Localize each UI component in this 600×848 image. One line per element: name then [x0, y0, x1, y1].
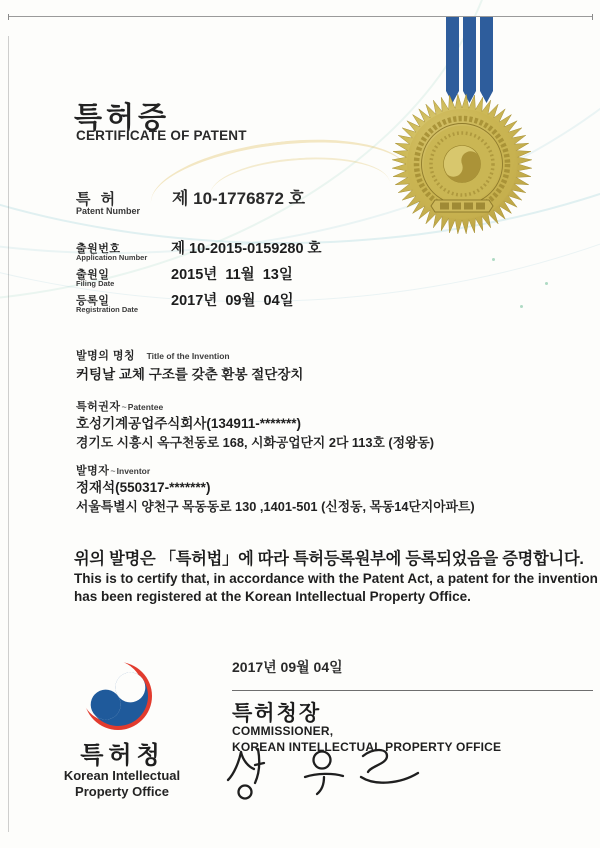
- invention-title-value: 커팅날 교체 구조를 갖춘 환봉 절단장치: [76, 367, 304, 382]
- scan-edge-line: [8, 36, 9, 832]
- certificate-title-en: CERTIFICATE OF PATENT: [76, 128, 247, 143]
- signature-divider-line: [232, 690, 593, 691]
- inventor-address: 서울특별시 양천구 목동동로 130 ,1401-501 (신정동, 목동14단지아파트): [76, 499, 475, 514]
- inventor-name: 정재석(550317-*******): [76, 480, 211, 495]
- application-number-value: 제 10-2015-0159280 호: [171, 241, 322, 257]
- registration-date-label-ko: 등록일: [76, 295, 110, 307]
- statement-korean: 위의 발명은 「특허법」에 따라 특허등록원부에 등록되었음을 증명합니다.: [74, 550, 584, 568]
- speckle: [545, 282, 548, 285]
- office-name-ko: 특허청: [80, 742, 165, 769]
- commissioner-title-en2: KOREAN INTELLECTUAL PROPERTY OFFICE: [232, 740, 502, 754]
- patentee-address: 경기도 시흥시 옥구천동로 168, 시화공업단지 2다 113호 (정왕동): [76, 435, 435, 450]
- commissioner-title-ko: 특허청장: [232, 702, 322, 725]
- filing-date-value: 2015년 11월 13일: [171, 267, 293, 283]
- patent-label-en: Patent Number: [76, 206, 141, 216]
- speckle: [520, 305, 523, 308]
- application-number-label-en: Application Number: [76, 253, 148, 262]
- application-number-label-ko: 출원번호: [76, 243, 121, 255]
- speckle: [492, 258, 495, 261]
- office-name-en1: Korean Intellectual: [63, 768, 181, 783]
- filing-date-label-en: Filing Date: [76, 279, 115, 288]
- patentee-label-ko: 특허권자: [76, 401, 121, 413]
- kipo-taegeuk-logo-icon: [78, 656, 158, 736]
- patent-label-ko: 특 허: [76, 191, 119, 208]
- certificate-title-ko: 특허증: [74, 102, 171, 134]
- label-separator: ~: [121, 402, 127, 412]
- label-separator: ~: [110, 466, 116, 476]
- commissioner-signature-handwriting-icon: [225, 746, 435, 808]
- statement-english-line1: This is to certify that, in accordance with the Patent Act, a patent for the invention: [74, 571, 598, 586]
- top-edge-line: [8, 16, 593, 17]
- inventor-label-ko: 발명자: [76, 465, 110, 477]
- inventor-label-en: Inventor: [116, 466, 151, 476]
- invention-title-label: [76, 346, 230, 364]
- patentee-name: 호성기계공업주식회사(134911-*******): [76, 416, 301, 431]
- patentee-label-en: Patentee: [127, 402, 164, 412]
- gold-seal-medal-icon: [387, 89, 537, 239]
- invention-title-label-en: Title of the Invention: [146, 351, 230, 361]
- registration-date-label-en: Registration Date: [76, 305, 139, 314]
- filing-date-label-ko: 출원일: [76, 269, 110, 281]
- registration-date-value: 2017년 09월 04일: [171, 293, 294, 309]
- patent-number-value: 제 10-1776872 호: [172, 189, 306, 208]
- statement-english-line2: has been registered at the Korean Intellectual Property Office.: [74, 589, 471, 604]
- invention-title-label-ko: 발명의 명칭: [76, 350, 136, 362]
- office-name-en2: Property Office: [75, 784, 169, 799]
- commissioner-title-en1: COMMISSIONER,: [232, 724, 334, 738]
- issue-date: 2017년 09월 04일: [232, 659, 343, 675]
